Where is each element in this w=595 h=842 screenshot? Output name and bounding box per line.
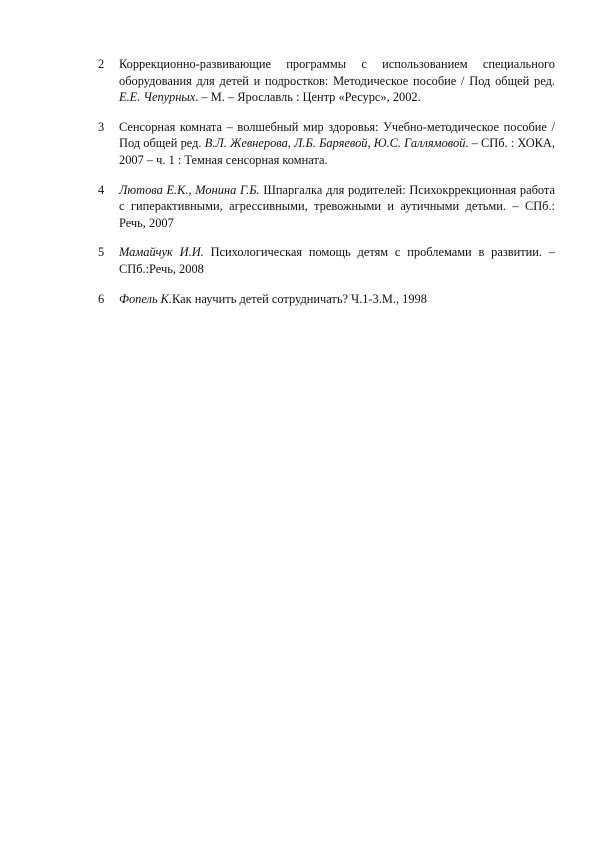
- reference-text: [119, 182, 555, 232]
- reference-number: 6: [98, 291, 105, 306]
- reference-text: [119, 119, 555, 169]
- reference-item: [98, 56, 555, 106]
- reference-text-segment: Шпаргалка для родителей: Психокррекционная работа с гиперактивными, агрессивными, тревожными и аутичными детьми. – СПб.: Речь, 2007: [119, 182, 555, 230]
- reference-number: 5: [98, 245, 105, 260]
- reference-text-segment: Сенсорная комната – волшебный мир здоровья: Учебно-методическое пособие / Под общей ред.: [119, 119, 555, 151]
- reference-number: 3: [98, 119, 105, 134]
- reference-text: [119, 244, 555, 277]
- reference-item: [98, 244, 555, 277]
- reference-text-segment: Коррекционно-развивающие программы с использованием специального оборудования для детей и подростков: Методическое пособие / Под общей ред.: [119, 57, 555, 88]
- author-name: Фопель К.: [119, 291, 173, 306]
- reference-text-segment: Как научить детей сотрудничать? Ч.1-3.М., 1998: [172, 291, 427, 306]
- author-name: Мамайчук И.И.: [119, 245, 204, 260]
- reference-text-segment: . – СПб. : ХОКА, 2007 – ч. 1 : Темная сенсорная комната.: [119, 136, 555, 167]
- reference-text-segment: Психологическая помощь детям с проблемами в развитии. – СПб.:Речь, 2008: [119, 245, 555, 276]
- editor-name: Е.Е. Чепурных: [119, 90, 196, 105]
- reference-text: [119, 291, 555, 308]
- editor-names: В.Л. Жевнерова, Л.Б. Баряевой, Ю.С. Галлямовой: [204, 136, 466, 151]
- reference-number: 2: [98, 57, 105, 71]
- reference-text: [119, 56, 555, 106]
- reference-number: 4: [98, 182, 105, 197]
- reference-item: [98, 119, 555, 169]
- reference-item: [98, 291, 555, 308]
- reference-list: [98, 56, 555, 320]
- reference-item: [98, 182, 555, 232]
- author-names: Лютова Е.К., Монина Г.Б.: [119, 182, 260, 197]
- reference-text-segment: . – М. – Ярославль : Центр «Ресурс», 2002.: [195, 90, 421, 105]
